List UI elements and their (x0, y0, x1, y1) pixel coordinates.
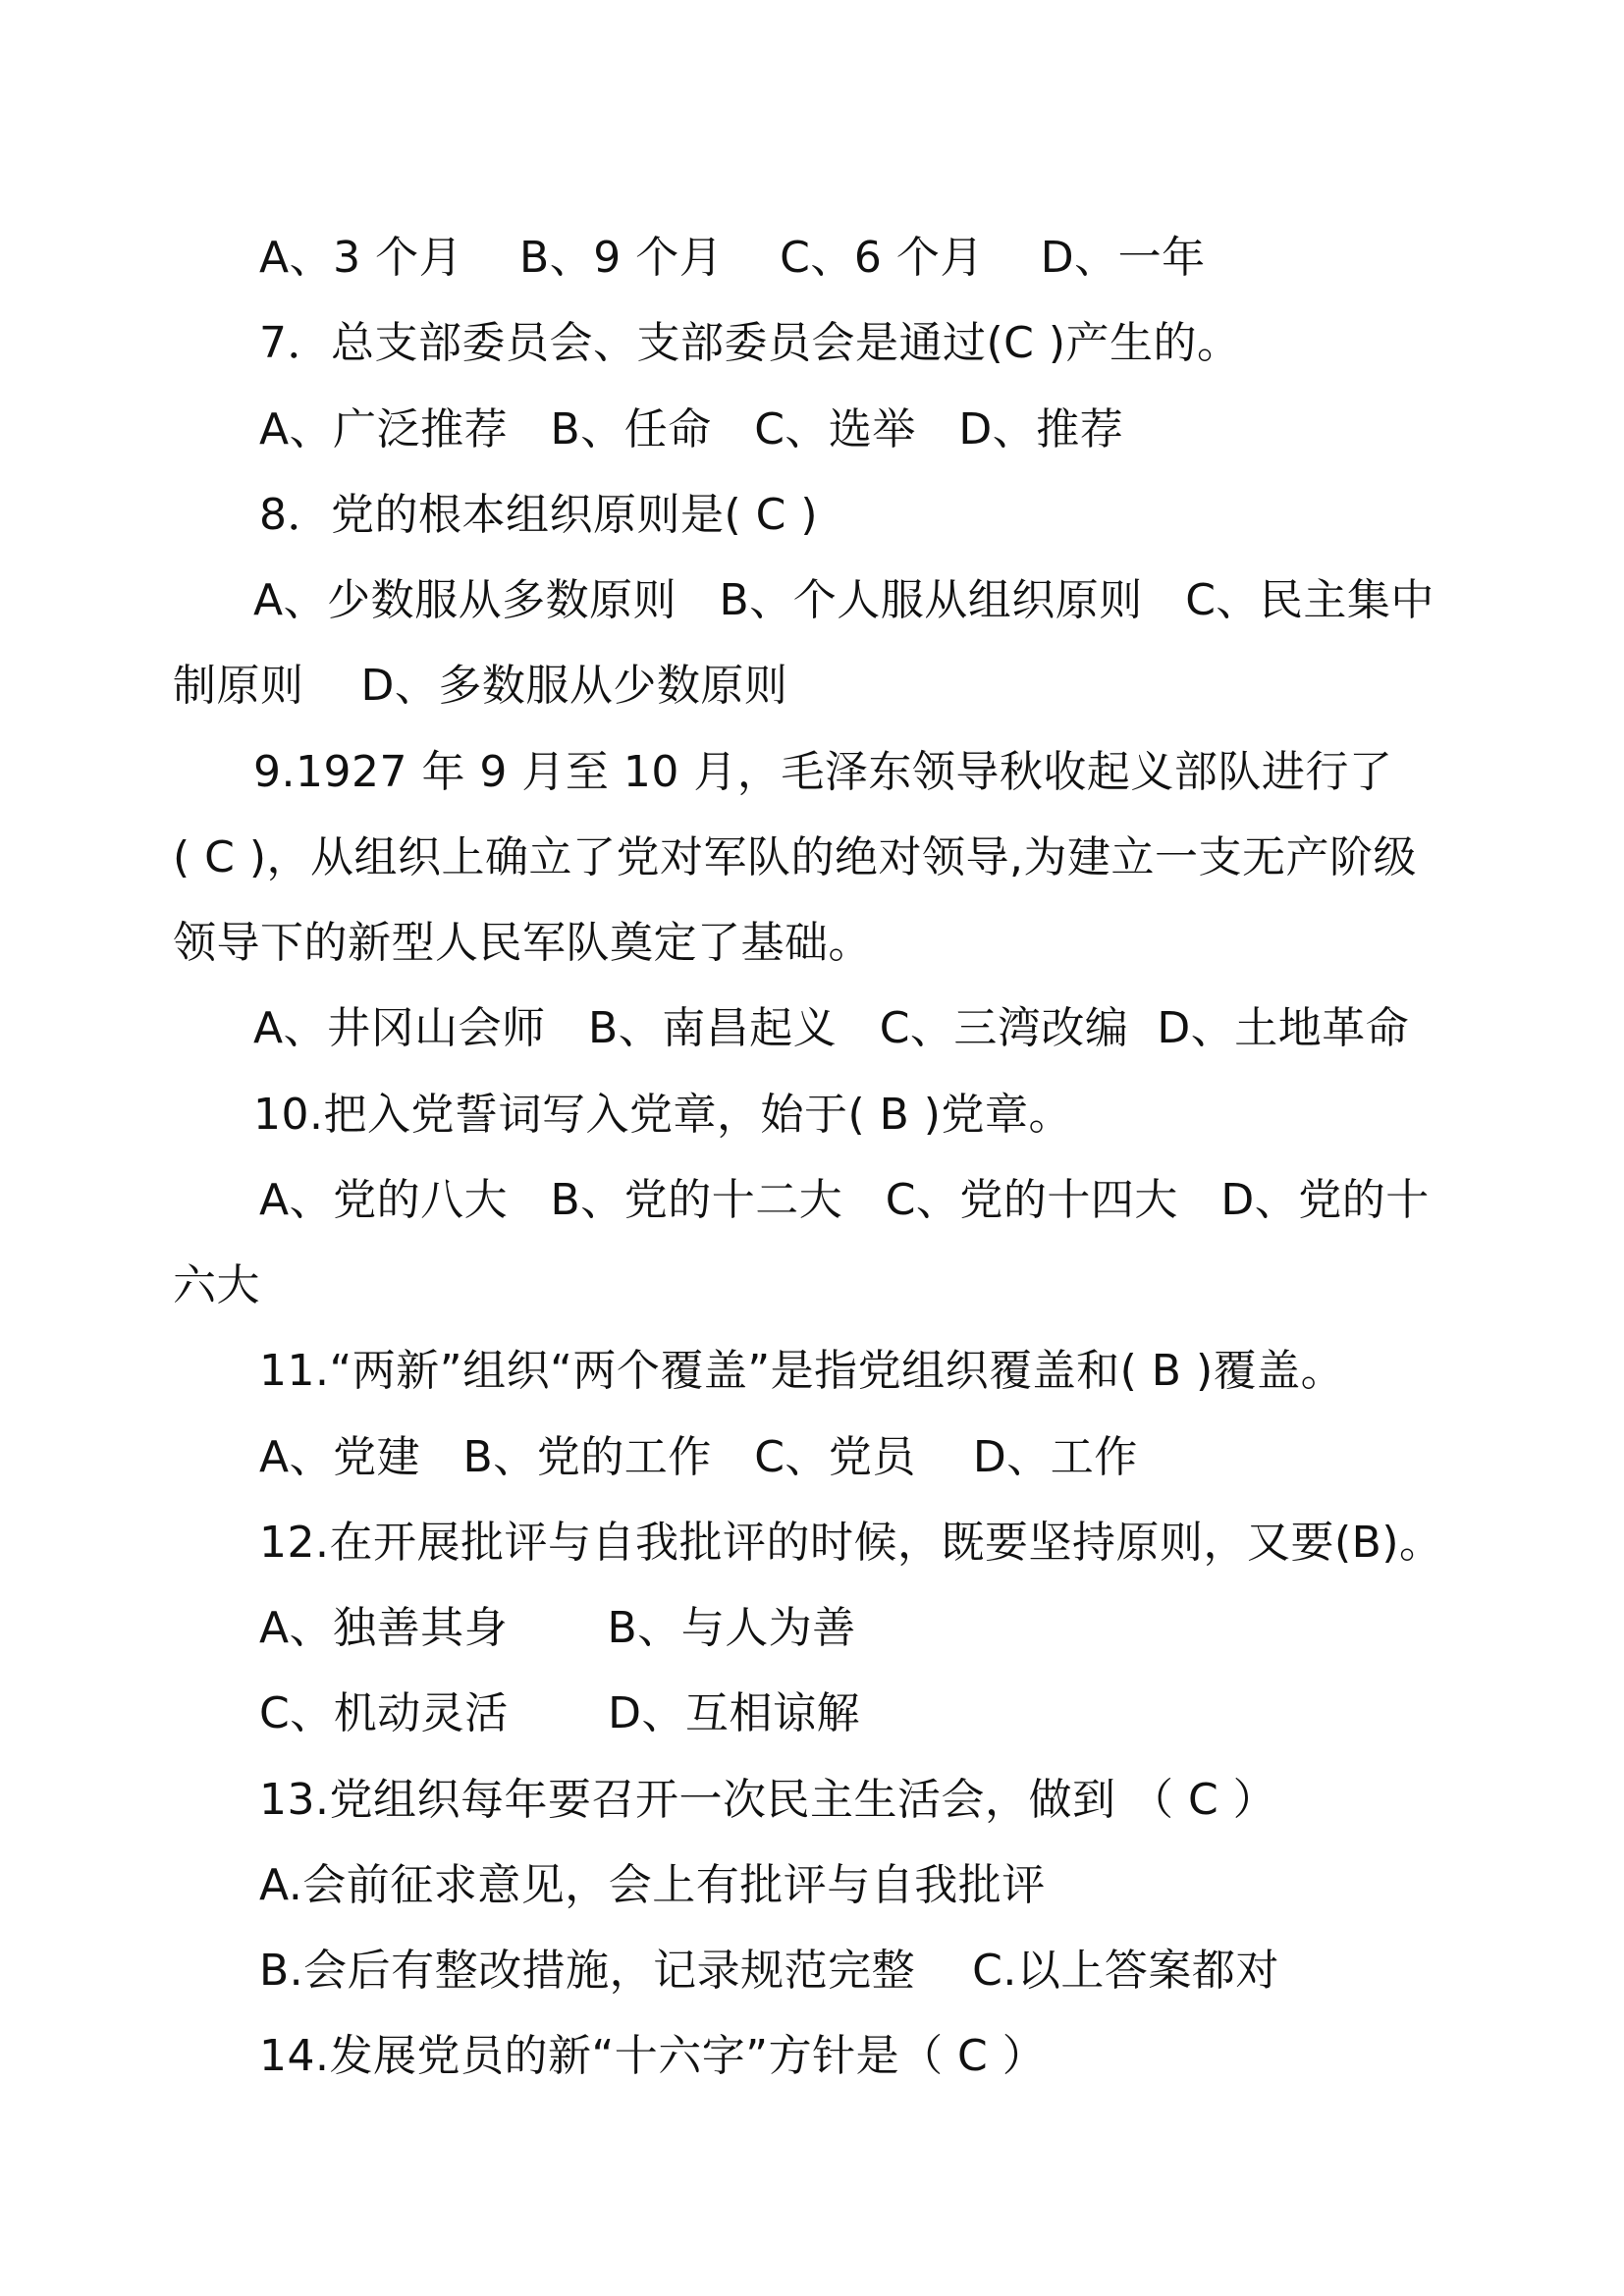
q9-question-line1: 9.1927 年 9 月至 10 月，毛泽东领导秋收起义部队进行了 (253, 747, 1393, 797)
q9-question-line2: ( C )，从组织上确立了党对军队的绝对领导,为建立一支无产阶级 (173, 832, 1418, 882)
q10-question: 10.把入党誓词写入党章，始于( B )党章。 (253, 1090, 1072, 1140)
q12-options-line1: A、独善其身 B、与人为善 (259, 1603, 856, 1653)
q13-option-bc: B.会后有整改措施，记录规范完整 C.以上答案都对 (259, 1946, 1279, 1996)
q8-options-line2: 制原则 D、多数服从少数原则 (173, 661, 788, 711)
q11-options: A、党建 B、党的工作 C、党员 D、工作 (259, 1432, 1138, 1482)
q13-option-a: A.会前征求意见，会上有批评与自我批评 (259, 1860, 1046, 1910)
q12-question: 12.在开展批评与自我批评的时候，既要坚持原则，又要(B)。 (259, 1518, 1443, 1568)
q11-question: 11.“两新”组织“两个覆盖”是指党组织覆盖和( B )覆盖。 (259, 1346, 1345, 1396)
q12-options-line2: C、机动灵活 D、互相谅解 (259, 1688, 861, 1738)
q13-question: 13.党组织每年要召开一次民主生活会，做到 （ C ） (259, 1775, 1277, 1825)
q9-question-line3: 领导下的新型人民军队奠定了基础。 (173, 918, 872, 968)
q10-options-line1: A、党的八大 B、党的十二大 C、党的十四大 D、党的十 (259, 1175, 1430, 1225)
q7-question: 7．总支部委员会、支部委员会是通过(C )产生的。 (259, 318, 1241, 368)
q14-question: 14.发展党员的新“十六字”方针是（ C ） (259, 2031, 1047, 2081)
q10-options-line2: 六大 (173, 1260, 260, 1310)
q9-options: A、井冈山会师 B、南昌起义 C、三湾改编 D、土地革命 (253, 1003, 1410, 1053)
q8-options-line1: A、少数服从多数原则 B、个人服从组织原则 C、民主集中 (253, 575, 1435, 625)
q6-options: A、3 个月 B、9 个月 C、6 个月 D、一年 (259, 233, 1206, 283)
q7-options: A、广泛推荐 B、任命 C、选举 D、推荐 (259, 404, 1124, 454)
q8-question: 8．党的根本组织原则是( C ) (259, 490, 819, 540)
